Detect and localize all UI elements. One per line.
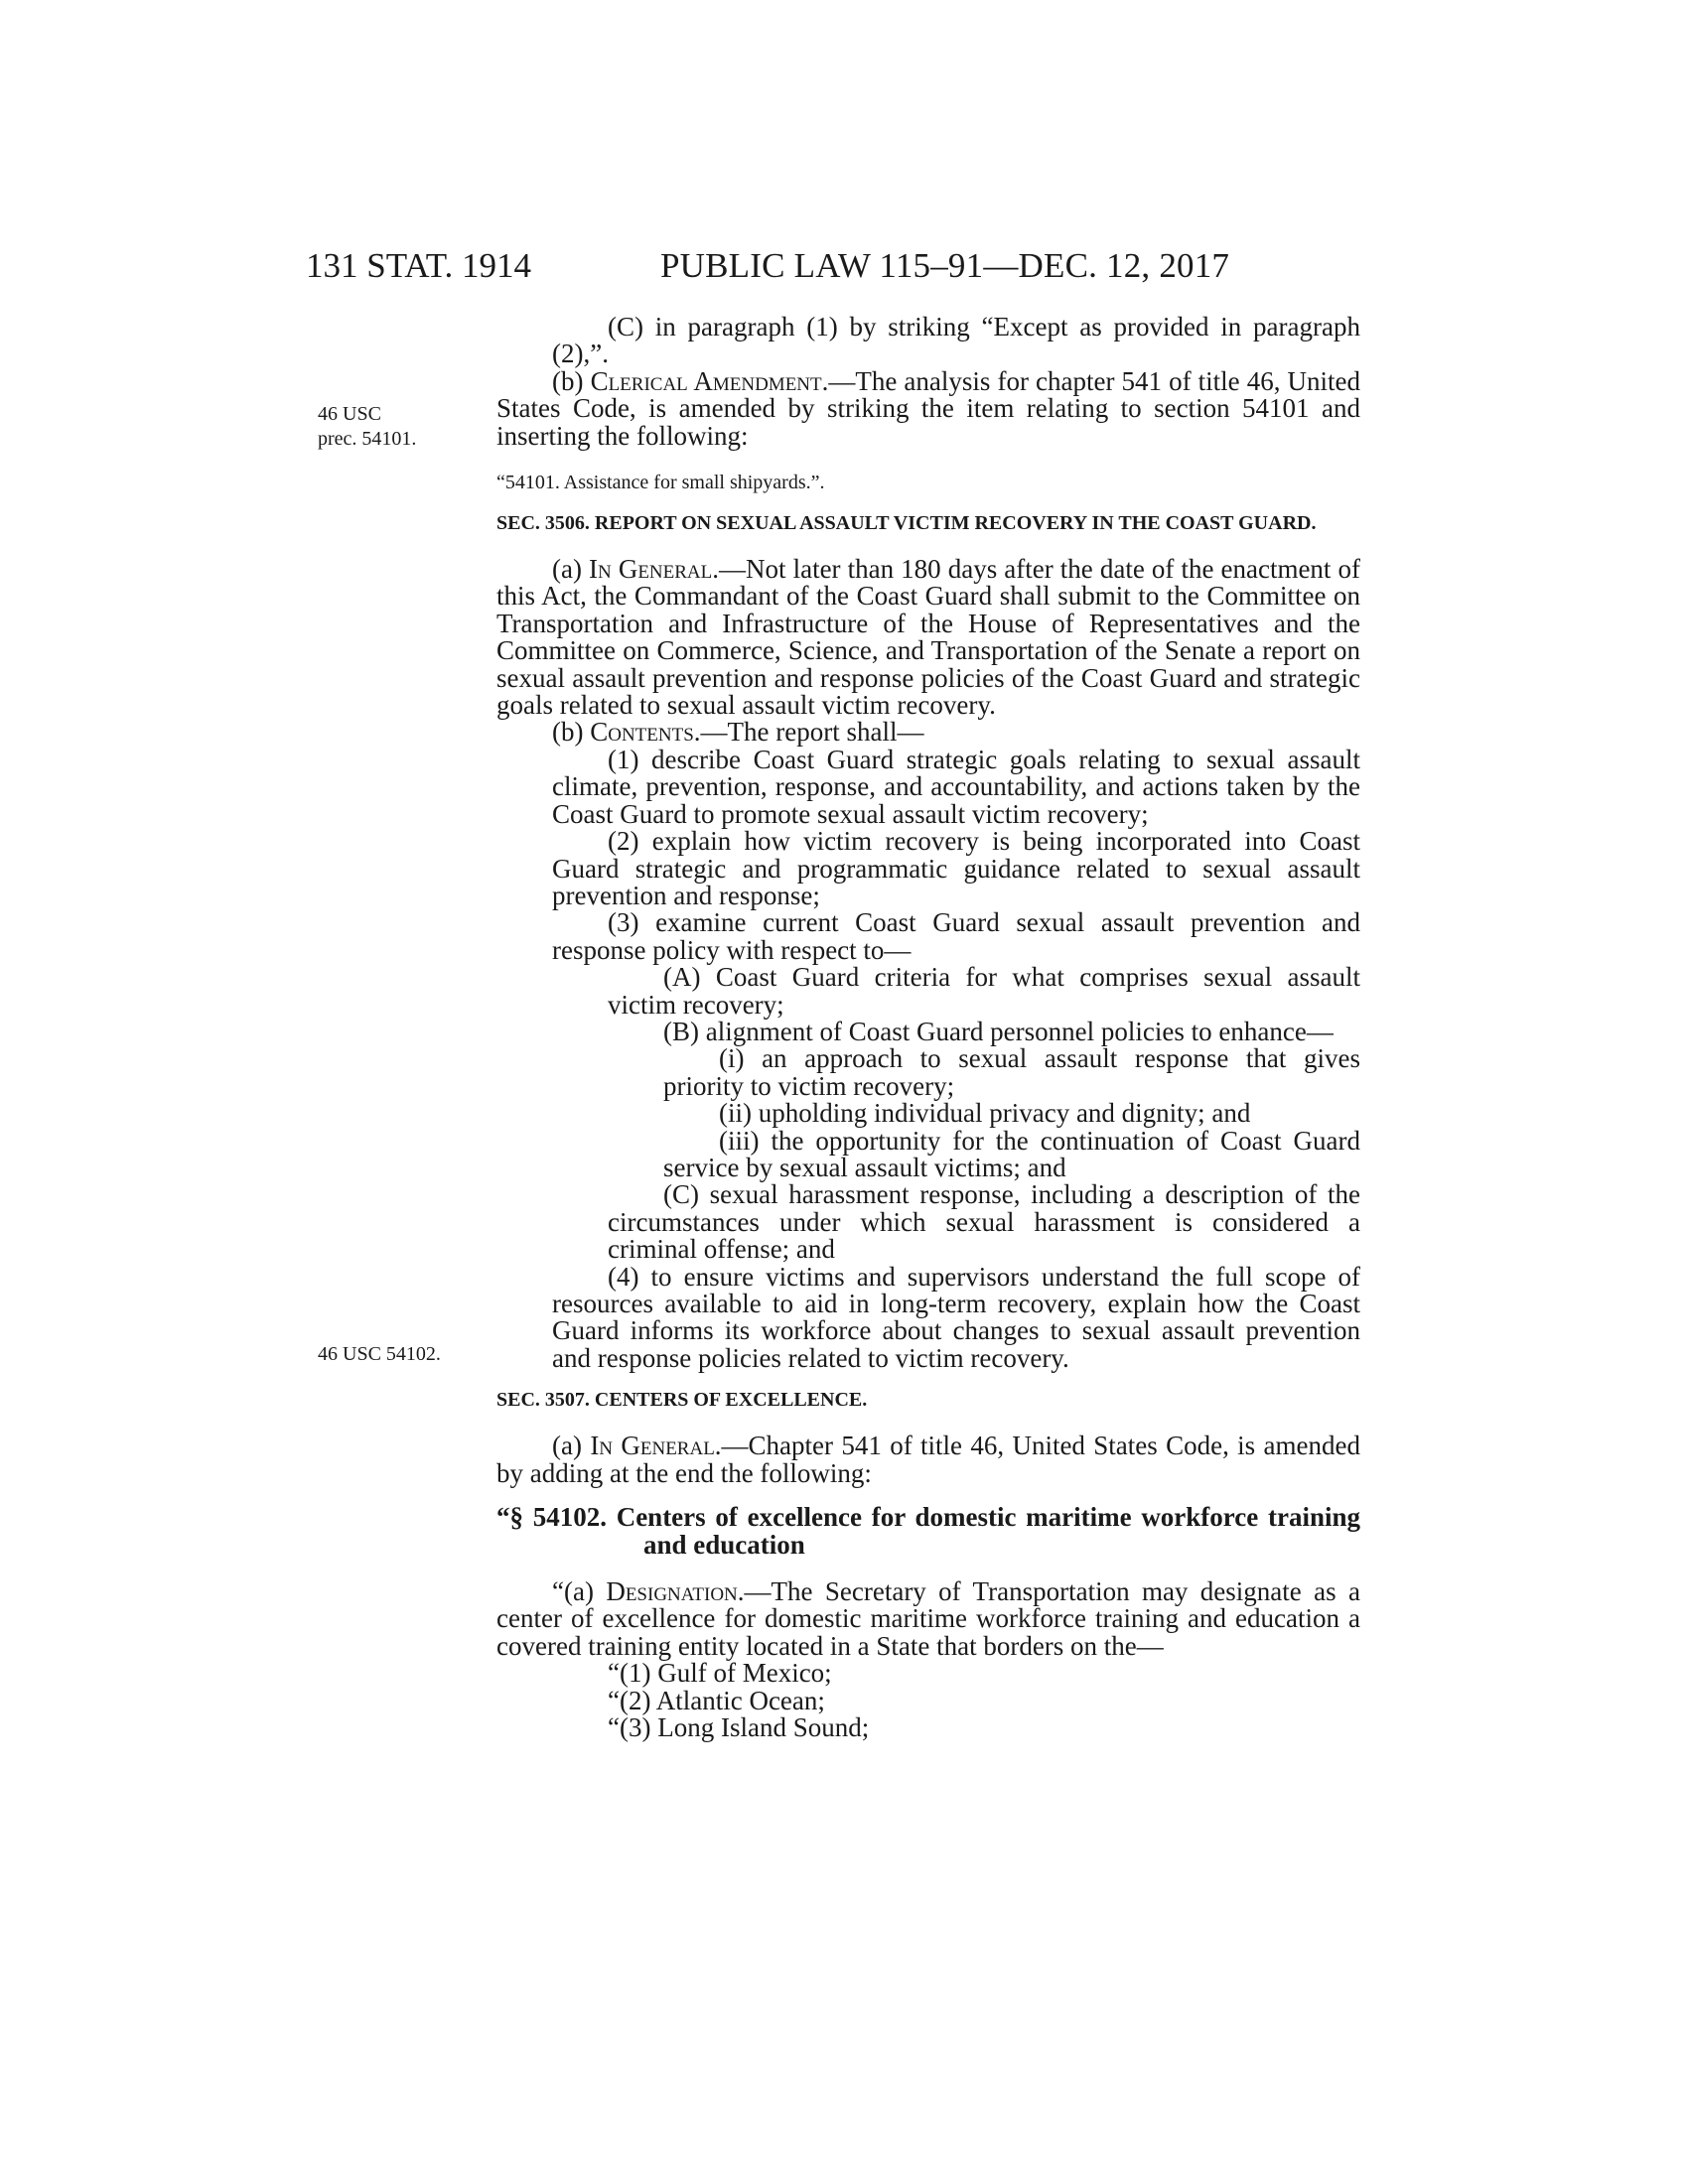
- margin-note-46-usc-54102: 46 USC 54102.: [318, 1343, 441, 1365]
- section-3506-a-in-general: (a) In General.—Not later than 180 days after the date of the enactment of this Act, the Commandant of the Coast Guard shall submit to the Committee on Transportation and Infrastructure of the House of Representatives and the Committee on Commerce, Science, and Transportation of the Senate a report on sexual assault prevention and response policies of the Coast Guard and strategic goals related to sexual assault victim recovery.: [496, 554, 1360, 721]
- border-item-gulf-of-mexico: “(1) Gulf of Mexico;: [608, 1658, 832, 1689]
- contents-paragraph-1: (1) describe Coast Guard strategic goals relating to sexual assault climate, prevention, response, and accountability, and actions taken by the Coast Guard to promote sexual assault victim recovery;: [552, 744, 1360, 829]
- contents-subparagraph-3c: (C) sexual harassment response, including a description of the circumstances under which sexual harassment is considered a criminal offense; and: [608, 1179, 1360, 1265]
- border-item-long-island-sound: “(3) Long Island Sound;: [608, 1712, 870, 1743]
- contents-paragraph-4: (4) to ensure victims and supervisors understand the full scope of resources available to aid in long-term recovery, explain how the Coast Guard informs its workforce about changes to sexual assault prevention and response policies related to victim recovery.: [552, 1261, 1360, 1373]
- designation-paragraph: “(a) Designation.—The Secretary of Transportation may designate as a center of excellence for domestic maritime workforce training and education a covered training entity located in a State that borders on the—: [496, 1576, 1360, 1661]
- contents-paragraph-3: (3) examine current Coast Guard sexual assault prevention and response policy with respect to—: [552, 907, 1360, 965]
- contents-subparagraph-3b: (B) alignment of Coast Guard personnel policies to enhance—: [663, 1016, 1334, 1046]
- section-54102-title: “§ 54102. Centers of excellence for domestic maritime workforce training and education: [496, 1502, 1360, 1561]
- section-3507-heading: SEC. 3507. CENTERS OF EXCELLENCE.: [496, 1389, 868, 1412]
- stat-page-number: 131 STAT. 1914: [306, 246, 531, 285]
- contents-clause-3b-iii: (iii) the opportunity for the continuation of Coast Guard service by sexual assault victims; and: [663, 1125, 1360, 1182]
- section-3507-a-in-general: (a) In General.—Chapter 541 of title 46, United States Code, is amended by adding at the end the following:: [496, 1431, 1360, 1488]
- paragraph-c-striking: (C) in paragraph (1) by striking “Except as provided in paragraph (2),”.: [552, 312, 1360, 369]
- margin-note-46-usc-prec: 46 USC prec. 54101.: [318, 403, 417, 450]
- public-law-title: PUBLIC LAW 115–91—DEC. 12, 2017: [660, 246, 1230, 285]
- contents-clause-3b-i: (i) an approach to sexual assault response that gives priority to victim recovery;: [663, 1043, 1360, 1101]
- document-body: [496, 314, 1360, 1741]
- section-3506-b-contents: (b) Contents.—The report shall—: [552, 717, 924, 748]
- contents-clause-3b-ii: (ii) upholding individual privacy and dignity; and: [719, 1098, 1251, 1129]
- contents-paragraph-2: (2) explain how victim recovery is being incorporated into Coast Guard strategic and programmatic guidance related to sexual assault prevention and response;: [552, 826, 1360, 910]
- border-item-atlantic-ocean: “(2) Atlantic Ocean;: [608, 1685, 825, 1715]
- clerical-amendment-paragraph: (b) Clerical Amendment.—The analysis for chapter 541 of title 46, United States Code, is amended by striking the item relating to section 54101 and inserting the following:: [496, 365, 1361, 451]
- table-item-54101: “54101. Assistance for small shipyards.”.: [496, 472, 825, 494]
- section-3506-heading: SEC. 3506. REPORT ON SEXUAL ASSAULT VICTIM RECOVERY IN THE COAST GUARD.: [496, 512, 1317, 535]
- contents-subparagraph-3a: (A) Coast Guard criteria for what comprises sexual assault victim recovery;: [608, 962, 1360, 1020]
